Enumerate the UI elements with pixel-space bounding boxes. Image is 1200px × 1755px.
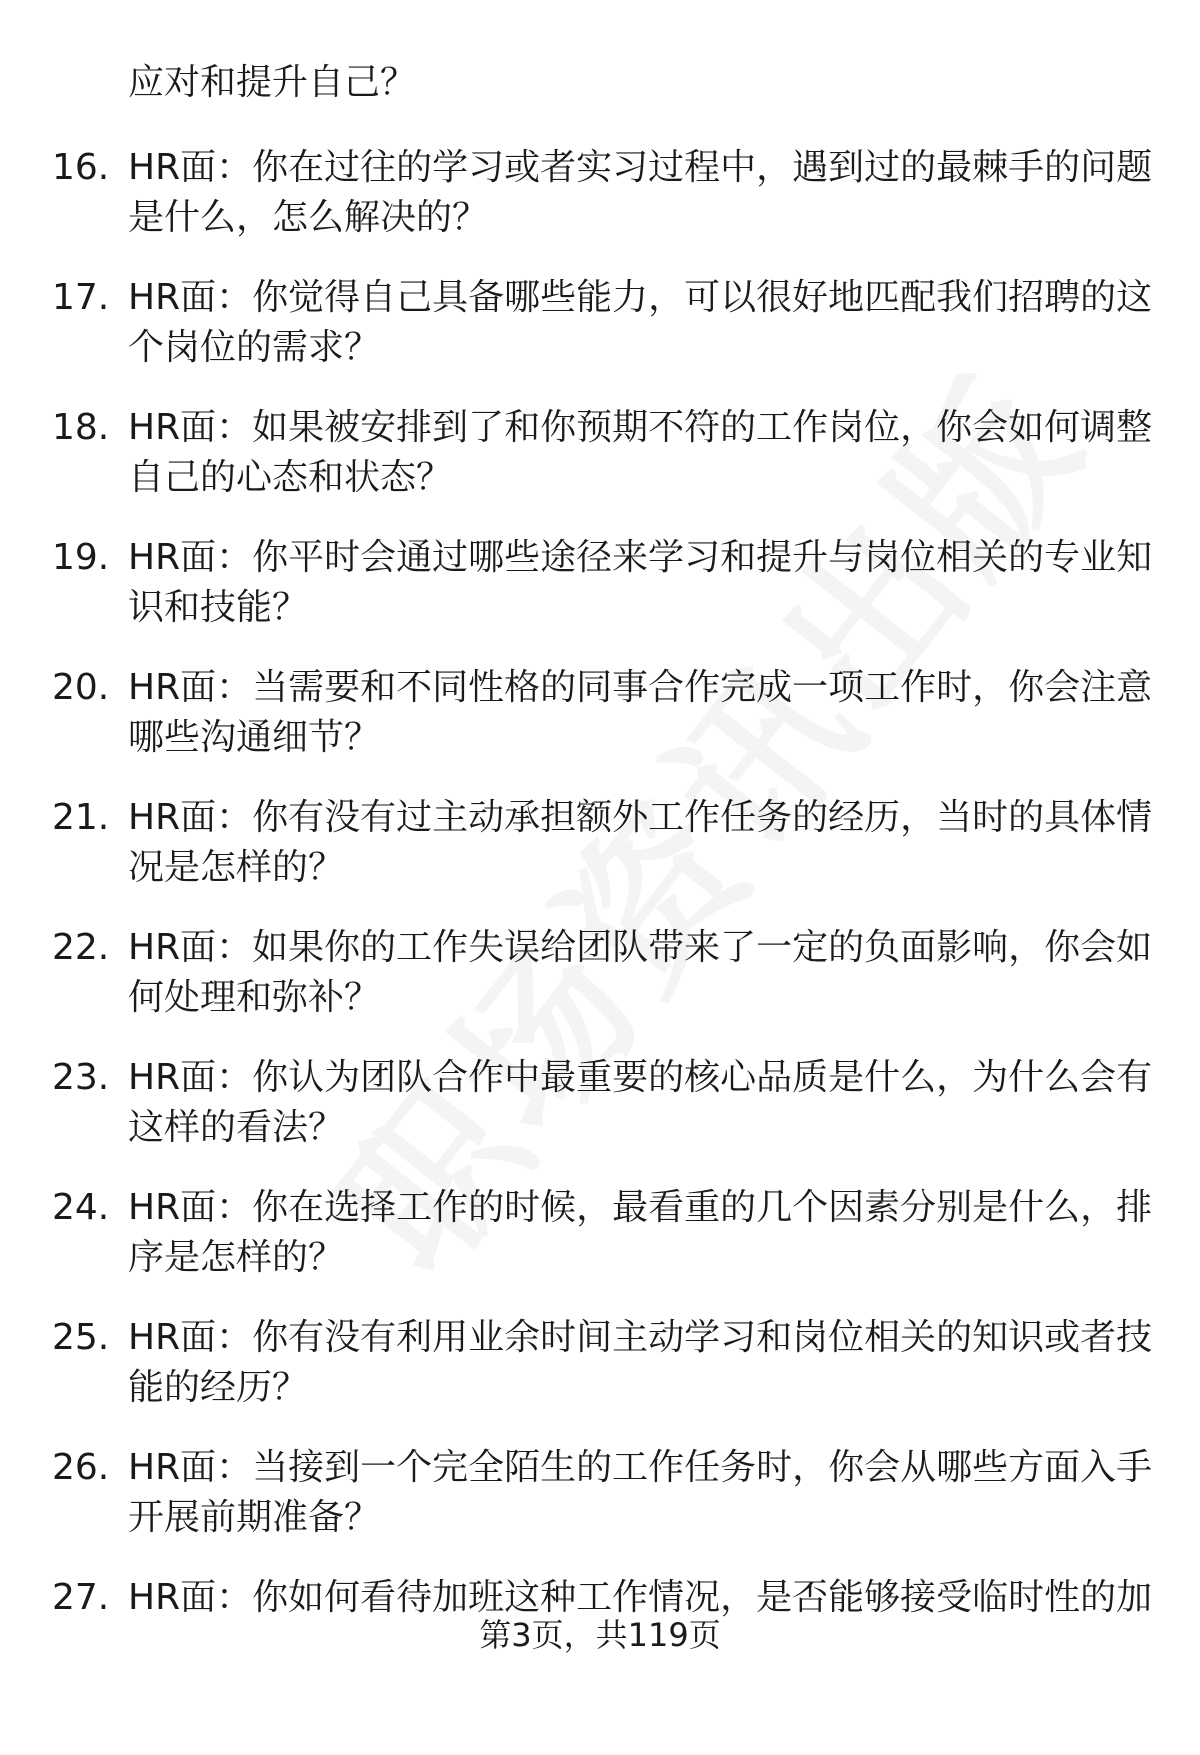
question-number: 18. bbox=[52, 407, 110, 448]
list-item bbox=[0, 273, 1200, 403]
question-text: HR面：你如何看待加班这种工作情况，是否能够接受临时性的加 bbox=[128, 1577, 1153, 1618]
question-text: HR面：你在选择工作的时候，最看重的几个因素分别是什么，排序是怎样的？ bbox=[128, 1187, 1153, 1278]
continued-question-text: 应对和提升自己？ bbox=[128, 62, 417, 103]
question-text: HR面：当需要和不同性格的同事合作完成一项工作时，你会注意哪些沟通细节？ bbox=[128, 667, 1153, 758]
question-text: HR面：你有没有利用业余时间主动学习和岗位相关的知识或者技能的经历？ bbox=[128, 1317, 1153, 1408]
question-number: 22. bbox=[52, 927, 110, 968]
list-item bbox=[0, 1053, 1200, 1183]
question-number: 26. bbox=[52, 1447, 110, 1488]
question-text: HR面：你在过往的学习或者实习过程中，遇到过的最棘手的问题是什么，怎么解决的？ bbox=[128, 147, 1153, 238]
list-item bbox=[0, 533, 1200, 663]
question-text: HR面：你认为团队合作中最重要的核心品质是什么，为什么会有这样的看法？ bbox=[128, 1057, 1153, 1148]
list-item bbox=[0, 143, 1200, 273]
page-number-footer: 第3页，共119页 bbox=[479, 1616, 721, 1654]
question-number: 25. bbox=[52, 1317, 110, 1358]
list-item bbox=[0, 663, 1200, 793]
list-item bbox=[0, 1443, 1200, 1573]
question-number: 23. bbox=[52, 1057, 110, 1098]
list-item bbox=[0, 923, 1200, 1053]
question-text: HR面：你觉得自己具备哪些能力，可以很好地匹配我们招聘的这个岗位的需求？ bbox=[128, 277, 1153, 368]
question-text: HR面：当接到一个完全陌生的工作任务时，你会从哪些方面入手开展前期准备？ bbox=[128, 1447, 1153, 1538]
question-text: HR面：你有没有过主动承担额外工作任务的经历，当时的具体情况是怎样的？ bbox=[128, 797, 1153, 888]
question-number: 20. bbox=[52, 667, 110, 708]
question-number: 21. bbox=[52, 797, 110, 838]
question-number: 17. bbox=[52, 277, 110, 318]
question-number: 16. bbox=[52, 147, 110, 188]
list-item bbox=[0, 1183, 1200, 1313]
question-number: 19. bbox=[52, 537, 110, 578]
question-number: 24. bbox=[52, 1187, 110, 1228]
question-list bbox=[0, 143, 1200, 1703]
list-item bbox=[0, 793, 1200, 923]
question-number: 27. bbox=[52, 1577, 110, 1618]
list-item bbox=[0, 403, 1200, 533]
question-text: HR面：如果被安排到了和你预期不符的工作岗位，你会如何调整自己的心态和状态？ bbox=[128, 407, 1153, 498]
question-text: HR面：你平时会通过哪些途径来学习和提升与岗位相关的专业知识和技能？ bbox=[128, 537, 1153, 628]
question-text: HR面：如果你的工作失误给团队带来了一定的负面影响，你会如何处理和弥补？ bbox=[128, 927, 1153, 1018]
list-item bbox=[0, 1313, 1200, 1443]
